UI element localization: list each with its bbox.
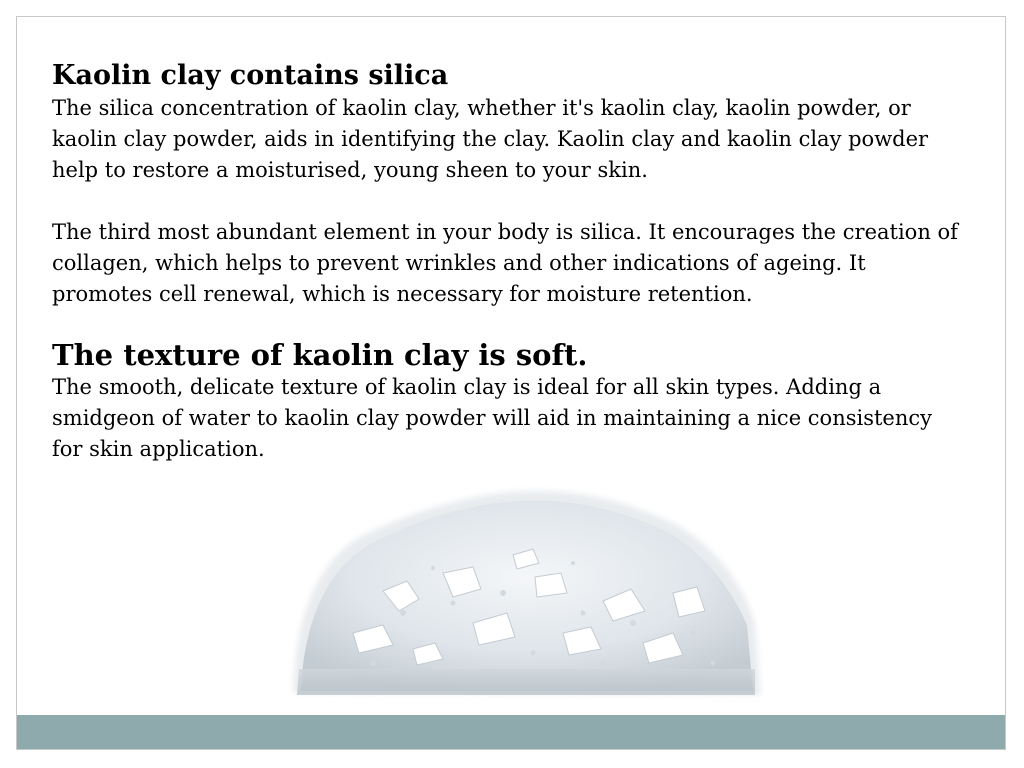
paragraph-spacer	[52, 186, 962, 217]
section2-heading: The texture of kaolin clay is soft.	[52, 338, 588, 372]
section1-paragraph2: The third most abundant element in your body is silica. It encourages the creation of collagen, which helps to prevent wrinkles and other indications of ageing. It promotes cell renewal, which is necessary for moisture retention.	[52, 220, 958, 306]
section1-heading: Kaolin clay contains silica	[52, 60, 449, 91]
footer-bar	[17, 715, 1006, 750]
slide-content	[52, 59, 962, 465]
slide	[16, 16, 1006, 750]
kaolin-powder-image	[273, 473, 773, 707]
section2-paragraph1: The smooth, delicate texture of kaolin clay is ideal for all skin types. Adding a smidgeon of water to kaolin clay powder will aid in maintaining a nice consistency for skin application.	[52, 375, 933, 461]
section1-paragraph1: The silica concentration of kaolin clay, whether it's kaolin clay, kaolin powder, or kaolin clay powder, aids in identifying the clay. Kaolin clay and kaolin clay powder help to restore a moisturised, young sheen to your skin.	[52, 96, 929, 182]
